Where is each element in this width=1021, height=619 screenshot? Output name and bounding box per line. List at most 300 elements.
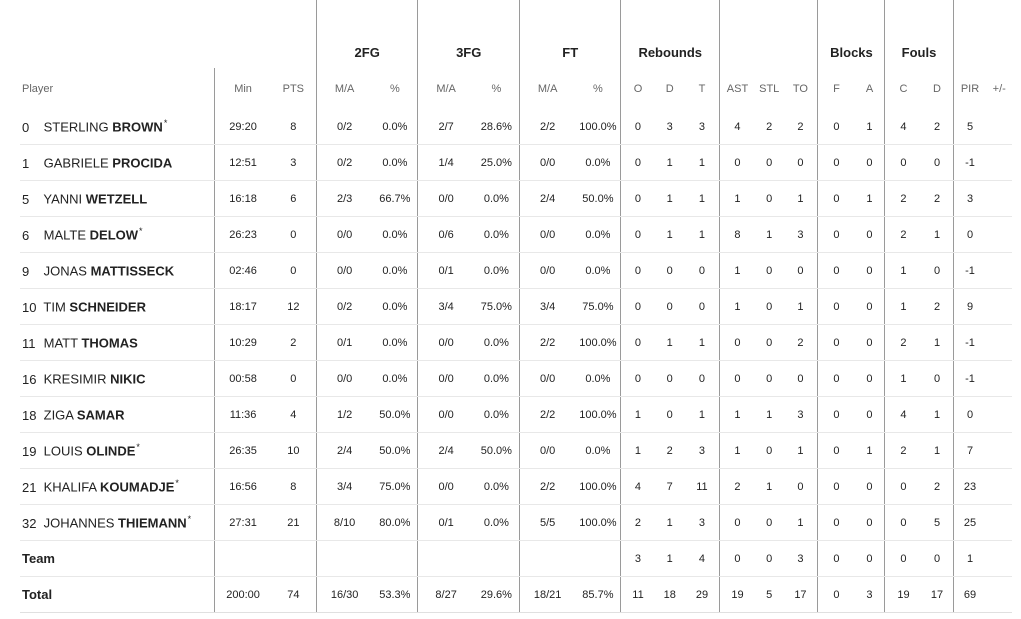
- player-cell[interactable]: [20, 145, 215, 181]
- stat-fg3-pct: 28.6%: [474, 109, 520, 145]
- stat-ast: 1: [719, 181, 755, 217]
- stat-fg2-ma: 0/0: [316, 217, 372, 253]
- stat-fg3-pct: 0.0%: [474, 325, 520, 361]
- stat-reb-o: 1: [621, 397, 655, 433]
- stat-foul-d: 1: [922, 325, 953, 361]
- stat-reb-t: 1: [685, 325, 720, 361]
- stat-to: 3: [783, 541, 818, 577]
- stat-blk-a: 0: [855, 505, 885, 541]
- stat-reb-t: 1: [685, 145, 720, 181]
- stat-blk-f: 0: [818, 577, 855, 613]
- stat-fg2-ma: 0/1: [316, 325, 372, 361]
- stat-to: 3: [783, 217, 818, 253]
- stat-ast: 0: [719, 145, 755, 181]
- stat-pir: 5: [953, 109, 987, 145]
- stat-stl: 2: [755, 109, 783, 145]
- stat-fg2-ma: 0/2: [316, 109, 372, 145]
- stat-min: 200:00: [215, 577, 271, 613]
- team-row-label: Team: [20, 541, 215, 577]
- stat-fg2-ma: 0/2: [316, 289, 372, 325]
- stat-fg2-ma: 2/3: [316, 181, 372, 217]
- player-last-name: BROWN: [112, 119, 163, 135]
- stat-foul-c: 0: [885, 505, 922, 541]
- stat-foul-c: 2: [885, 325, 922, 361]
- stat-plus-minus: [987, 145, 1013, 181]
- stat-reb-d: 1: [654, 505, 684, 541]
- stat-stl: 0: [755, 289, 783, 325]
- stat-fg2-pct: 0.0%: [372, 217, 418, 253]
- stat-plus-minus: [987, 433, 1013, 469]
- player-number: 11: [22, 335, 36, 351]
- stat-pir: 9: [953, 289, 987, 325]
- player-number: 1: [22, 155, 30, 171]
- stat-fg2-pct: 0.0%: [372, 361, 418, 397]
- stat-blk-f: 0: [818, 541, 855, 577]
- stat-fg3-pct: 0.0%: [474, 253, 520, 289]
- stat-reb-o: 2: [621, 505, 655, 541]
- stat-reb-t: 3: [685, 109, 720, 145]
- stat-pts: 4: [271, 397, 317, 433]
- stat-fg2-pct: 66.7%: [372, 181, 418, 217]
- col-header-plus-minus[interactable]: +/-: [992, 82, 1006, 95]
- player-last-name: NIKIC: [110, 371, 146, 387]
- stat-plus-minus: [987, 325, 1013, 361]
- stat-stl: 0: [755, 325, 783, 361]
- stat-blk-a: 0: [855, 217, 885, 253]
- stat-pir: 7: [953, 433, 987, 469]
- stat-blk-f: 0: [818, 397, 855, 433]
- stat-fg2-pct: 75.0%: [372, 469, 418, 505]
- table-row: [20, 433, 1012, 469]
- stat-pts: 21: [271, 505, 317, 541]
- stat-blk-f: 0: [818, 361, 855, 397]
- table-row: [20, 397, 1012, 433]
- stat-ft-pct: 85.7%: [575, 577, 621, 613]
- stat-plus-minus: [987, 397, 1013, 433]
- col-header-2fg-pct[interactable]: %: [389, 82, 400, 95]
- stat-fg2-pct: 50.0%: [372, 433, 418, 469]
- stat-to: 0: [783, 253, 818, 289]
- table-row: [20, 109, 1012, 145]
- stat-fg2-ma: 0/0: [316, 361, 372, 397]
- col-header-foul-d[interactable]: D: [933, 82, 941, 95]
- player-number: 0: [22, 119, 30, 135]
- stat-reb-o: 0: [621, 253, 655, 289]
- player-cell[interactable]: [20, 289, 215, 325]
- col-header-ft-ma[interactable]: M/A: [519, 68, 575, 109]
- stat-fg3-ma: 2/7: [418, 109, 474, 145]
- player-cell[interactable]: [20, 181, 215, 217]
- stat-reb-t: 29: [685, 577, 720, 613]
- stat-ft-pct: 0.0%: [575, 217, 621, 253]
- stat-fg3-ma: 2/4: [418, 433, 474, 469]
- stat-to: 1: [783, 505, 818, 541]
- player-number: 10: [22, 299, 37, 315]
- stat-to: 0: [783, 361, 818, 397]
- stat-foul-d: 2: [922, 109, 953, 145]
- stat-pir: 23: [953, 469, 987, 505]
- col-header-to[interactable]: TO: [792, 82, 808, 95]
- stat-plus-minus: [987, 505, 1013, 541]
- player-first-name: JOHANNES: [43, 515, 115, 531]
- stat-ft-ma: 2/2: [519, 325, 575, 361]
- stat-ft-pct: 100.0%: [575, 469, 621, 505]
- stat-ft-ma: [519, 541, 575, 577]
- stat-reb-o: 0: [621, 145, 655, 181]
- starter-marker: *: [163, 118, 168, 129]
- stat-ft-ma: 18/21: [519, 577, 575, 613]
- player-number: 9: [22, 263, 30, 279]
- stat-reb-d: 1: [654, 181, 684, 217]
- table-row: [20, 253, 1012, 289]
- stat-reb-t: 11: [685, 469, 720, 505]
- stat-fg2-ma: 0/2: [316, 145, 372, 181]
- stat-fg2-pct: 0.0%: [372, 325, 418, 361]
- starter-marker: *: [136, 442, 140, 453]
- player-last-name: DELOW: [89, 227, 139, 243]
- stat-foul-d: 17: [922, 577, 953, 613]
- player-number: 21: [22, 479, 37, 495]
- table-row: [20, 361, 1012, 397]
- stat-fg3-pct: 0.0%: [474, 397, 520, 433]
- stat-reb-t: 4: [685, 541, 720, 577]
- stat-blk-a: 1: [855, 109, 885, 145]
- stat-ast: 1: [719, 289, 755, 325]
- stat-to: 1: [783, 181, 818, 217]
- stat-fg3-ma: 1/4: [418, 145, 474, 181]
- stat-foul-c: 2: [885, 433, 922, 469]
- stat-foul-c: 4: [885, 397, 922, 433]
- total-row: [20, 577, 1012, 613]
- stat-ast: 19: [719, 577, 755, 613]
- stat-fg3-pct: 29.6%: [474, 577, 520, 613]
- col-header-ast[interactable]: AST: [719, 68, 755, 109]
- stat-ast: 2: [719, 469, 755, 505]
- stat-fg3-ma: 0/0: [418, 325, 474, 361]
- stat-foul-d: 0: [922, 253, 953, 289]
- stat-min: 26:23: [215, 217, 271, 253]
- stat-plus-minus: [987, 217, 1013, 253]
- stat-ft-pct: [575, 541, 621, 577]
- stat-to: 0: [783, 469, 818, 505]
- player-cell[interactable]: [20, 217, 215, 253]
- stat-ast: 4: [719, 109, 755, 145]
- stat-fg2-pct: 0.0%: [372, 145, 418, 181]
- stat-ft-ma: 0/0: [519, 433, 575, 469]
- stat-fg3-ma: 0/6: [418, 217, 474, 253]
- stat-pts: 6: [271, 181, 317, 217]
- stat-pir: 1: [953, 541, 987, 577]
- stat-fg3-pct: 25.0%: [474, 145, 520, 181]
- stat-reb-d: 0: [654, 289, 684, 325]
- stat-fg3-pct: 0.0%: [474, 361, 520, 397]
- stat-reb-d: 7: [654, 469, 684, 505]
- stat-pts: 8: [271, 469, 317, 505]
- stat-to: 2: [783, 109, 818, 145]
- table-row: [20, 505, 1012, 541]
- stat-fg3-pct: 0.0%: [474, 217, 520, 253]
- col-header-min[interactable]: Min: [215, 68, 271, 109]
- player-cell[interactable]: [20, 505, 215, 541]
- stat-pir: -1: [953, 253, 987, 289]
- player-cell[interactable]: [20, 325, 215, 361]
- stat-fg2-ma: 3/4: [316, 469, 372, 505]
- stat-fg2-ma: 8/10: [316, 505, 372, 541]
- stat-reb-o: 11: [621, 577, 655, 613]
- player-number: 5: [22, 191, 30, 207]
- stat-reb-o: 0: [621, 217, 655, 253]
- stat-blk-f: 0: [818, 109, 855, 145]
- boxscore: [20, 0, 1012, 613]
- group-header-2fg: 2FG: [316, 0, 418, 68]
- stat-fg2-ma: 2/4: [316, 433, 372, 469]
- stat-reb-d: 1: [654, 541, 684, 577]
- stat-reb-d: 1: [654, 217, 684, 253]
- stat-foul-d: 2: [922, 469, 953, 505]
- stat-min: 26:35: [215, 433, 271, 469]
- stat-stl: 0: [755, 145, 783, 181]
- stat-fg2-ma: [316, 541, 372, 577]
- stat-ft-pct: 100.0%: [575, 325, 621, 361]
- group-header-fouls: Fouls: [885, 0, 953, 68]
- stat-ast: 1: [719, 397, 755, 433]
- player-first-name: MATT: [43, 335, 78, 351]
- stat-ft-pct: 0.0%: [575, 145, 621, 181]
- stat-min: [215, 541, 271, 577]
- player-first-name: STERLING: [43, 119, 109, 135]
- stat-fg2-ma: 1/2: [316, 397, 372, 433]
- stat-ft-ma: 5/5: [519, 505, 575, 541]
- stat-stl: 0: [755, 505, 783, 541]
- player-last-name: THOMAS: [81, 335, 138, 351]
- stat-reb-t: 1: [685, 181, 720, 217]
- player-cell[interactable]: [20, 469, 215, 505]
- col-header-foul-c[interactable]: C: [885, 68, 922, 109]
- player-first-name: KHALIFA: [43, 479, 97, 495]
- stat-pir: 25: [953, 505, 987, 541]
- stat-blk-a: 1: [855, 433, 885, 469]
- player-first-name: JONAS: [43, 263, 87, 279]
- player-cell[interactable]: [20, 109, 215, 145]
- player-cell[interactable]: [20, 433, 215, 469]
- stat-pts: 2: [271, 325, 317, 361]
- stat-ast: 1: [719, 253, 755, 289]
- stat-ft-ma: 0/0: [519, 253, 575, 289]
- stat-min: 16:56: [215, 469, 271, 505]
- stat-ast: 8: [719, 217, 755, 253]
- stat-fg3-ma: 0/1: [418, 253, 474, 289]
- stat-min: 12:51: [215, 145, 271, 181]
- player-number: 18: [22, 407, 37, 423]
- stat-ft-ma: 2/2: [519, 109, 575, 145]
- stat-min: 27:31: [215, 505, 271, 541]
- stat-foul-c: 4: [885, 109, 922, 145]
- stat-ft-pct: 100.0%: [575, 397, 621, 433]
- stat-ast: 0: [719, 505, 755, 541]
- stat-stl: 1: [755, 217, 783, 253]
- column-header-row: [20, 68, 1012, 109]
- stat-ft-ma: 2/2: [519, 469, 575, 505]
- stat-reb-o: 0: [621, 181, 655, 217]
- stat-reb-o: 3: [621, 541, 655, 577]
- stat-pir: -1: [953, 145, 987, 181]
- stat-reb-o: 4: [621, 469, 655, 505]
- stat-fg3-ma: 0/0: [418, 361, 474, 397]
- stat-plus-minus: [987, 289, 1013, 325]
- stat-ft-ma: 0/0: [519, 145, 575, 181]
- stat-stl: 0: [755, 433, 783, 469]
- col-header-3fg-pct[interactable]: %: [491, 82, 502, 95]
- col-header-blk-f[interactable]: F: [818, 68, 855, 109]
- boxscore-table: [20, 0, 1012, 613]
- player-first-name: MALTE: [43, 227, 87, 243]
- stat-fg2-pct: 80.0%: [372, 505, 418, 541]
- stat-to: 1: [783, 433, 818, 469]
- stat-reb-t: 3: [685, 505, 720, 541]
- stat-blk-a: 0: [855, 253, 885, 289]
- stat-stl: 0: [755, 361, 783, 397]
- stat-pts: 0: [271, 217, 317, 253]
- stat-min: 16:18: [215, 181, 271, 217]
- group-header-3fg: 3FG: [418, 0, 520, 68]
- stat-foul-c: 0: [885, 541, 922, 577]
- total-row-label: Total: [20, 577, 215, 613]
- stat-reb-t: 0: [685, 361, 720, 397]
- player-last-name: OLINDE: [86, 443, 136, 459]
- stat-foul-d: 0: [922, 361, 953, 397]
- stat-reb-o: 0: [621, 109, 655, 145]
- stat-reb-d: 0: [654, 397, 684, 433]
- stat-reb-d: 2: [654, 433, 684, 469]
- stat-min: 29:20: [215, 109, 271, 145]
- stat-fg3-ma: [418, 541, 474, 577]
- stat-blk-a: 3: [855, 577, 885, 613]
- stat-blk-a: 1: [855, 181, 885, 217]
- stat-foul-c: 1: [885, 289, 922, 325]
- stat-reb-o: 1: [621, 433, 655, 469]
- starter-marker: *: [187, 514, 192, 525]
- col-header-player[interactable]: Player: [22, 82, 54, 95]
- stat-blk-f: 0: [818, 253, 855, 289]
- stat-blk-a: 0: [855, 469, 885, 505]
- group-header-blocks: Blocks: [818, 0, 885, 68]
- stat-stl: 0: [755, 541, 783, 577]
- stat-min: 00:58: [215, 361, 271, 397]
- stat-foul-c: 0: [885, 145, 922, 181]
- stat-foul-c: 0: [885, 469, 922, 505]
- stat-foul-c: 2: [885, 181, 922, 217]
- col-header-stl[interactable]: STL: [759, 82, 780, 95]
- stat-to: 2: [783, 325, 818, 361]
- player-cell[interactable]: [20, 253, 215, 289]
- group-header-blank: [20, 0, 316, 68]
- stat-reb-d: 1: [654, 145, 684, 181]
- stat-blk-a: 0: [855, 397, 885, 433]
- stat-fg2-pct: 0.0%: [372, 253, 418, 289]
- stat-pts: 74: [271, 577, 317, 613]
- stat-pir: 69: [953, 577, 987, 613]
- table-row: [20, 289, 1012, 325]
- table-row: [20, 181, 1012, 217]
- col-header-reb-o[interactable]: O: [621, 68, 655, 109]
- stat-pts: [271, 541, 317, 577]
- stat-stl: 1: [755, 397, 783, 433]
- col-header-reb-d[interactable]: D: [665, 82, 674, 95]
- stat-reb-t: 1: [685, 397, 720, 433]
- stat-min: 02:46: [215, 253, 271, 289]
- stat-pir: 0: [953, 217, 987, 253]
- stat-foul-d: 2: [922, 289, 953, 325]
- stat-ast: 1: [719, 433, 755, 469]
- stat-fg2-pct: 0.0%: [372, 109, 418, 145]
- col-header-pts[interactable]: PTS: [282, 82, 305, 95]
- col-header-reb-t[interactable]: T: [698, 82, 706, 95]
- col-header-ft-pct[interactable]: %: [593, 82, 603, 95]
- col-header-blk-a[interactable]: A: [865, 82, 874, 95]
- stat-plus-minus: [987, 541, 1013, 577]
- stat-ft-pct: 50.0%: [575, 181, 621, 217]
- stat-stl: 0: [755, 181, 783, 217]
- boxscore-body: [20, 109, 1012, 613]
- player-number: 6: [22, 227, 30, 243]
- stat-reb-t: 3: [685, 433, 720, 469]
- player-first-name: ZIGA: [43, 407, 74, 423]
- stat-ft-ma: 2/4: [519, 181, 575, 217]
- stat-fg3-pct: 75.0%: [474, 289, 520, 325]
- stat-fg2-pct: 53.3%: [372, 577, 418, 613]
- stat-ft-ma: 3/4: [519, 289, 575, 325]
- stat-reb-d: 18: [654, 577, 684, 613]
- stat-pts: 8: [271, 109, 317, 145]
- player-cell[interactable]: [20, 397, 215, 433]
- stat-pts: 10: [271, 433, 317, 469]
- stat-blk-f: 0: [818, 505, 855, 541]
- stat-blk-a: 0: [855, 145, 885, 181]
- stat-ft-pct: 100.0%: [575, 505, 621, 541]
- stat-plus-minus: [987, 109, 1013, 145]
- stat-foul-d: 2: [922, 181, 953, 217]
- stat-ft-pct: 75.0%: [575, 289, 621, 325]
- col-header-2fg-ma[interactable]: M/A: [316, 68, 372, 109]
- stat-reb-t: 0: [685, 253, 720, 289]
- stat-plus-minus: [987, 469, 1013, 505]
- stat-pts: 0: [271, 253, 317, 289]
- stat-foul-d: 1: [922, 397, 953, 433]
- stat-plus-minus: [987, 577, 1013, 613]
- stat-to: 17: [783, 577, 818, 613]
- stat-blk-f: 0: [818, 181, 855, 217]
- stat-plus-minus: [987, 253, 1013, 289]
- starter-marker: *: [139, 226, 143, 237]
- stat-foul-d: 0: [922, 145, 953, 181]
- stat-to: 3: [783, 397, 818, 433]
- stat-blk-f: 0: [818, 289, 855, 325]
- col-header-3fg-ma[interactable]: M/A: [418, 68, 474, 109]
- stat-fg3-ma: 0/0: [418, 469, 474, 505]
- player-first-name: KRESIMIR: [43, 371, 107, 387]
- table-row: [20, 145, 1012, 181]
- player-first-name: LOUIS: [43, 443, 83, 459]
- group-header-rebounds: Rebounds: [621, 0, 719, 68]
- stat-fg3-pct: 0.0%: [474, 181, 520, 217]
- player-cell[interactable]: [20, 361, 215, 397]
- col-header-pir[interactable]: PIR: [953, 68, 987, 109]
- stat-to: 0: [783, 145, 818, 181]
- stat-stl: 0: [755, 253, 783, 289]
- stat-reb-d: 0: [654, 361, 684, 397]
- stat-reb-t: 1: [685, 217, 720, 253]
- table-row: [20, 217, 1012, 253]
